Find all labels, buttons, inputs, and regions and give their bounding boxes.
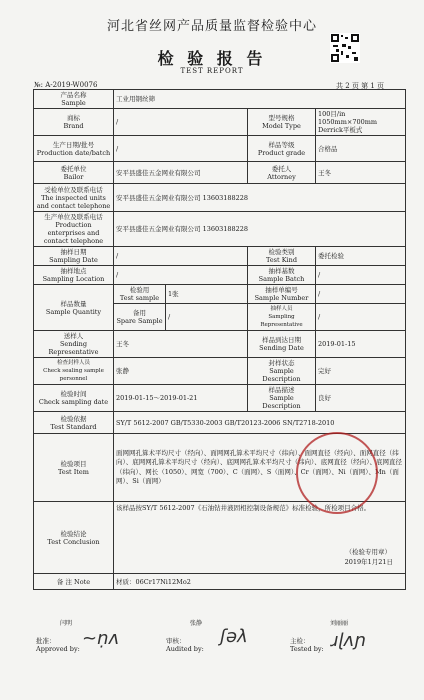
producer-label: 生产单位及联系电话 Production enterprises and contact telephone bbox=[34, 212, 114, 247]
row-check-date bbox=[34, 385, 406, 412]
test-sample-value: 1张 bbox=[166, 285, 248, 304]
inspected-units-value: 安平县盛佳五金网业有限公司 13603188228 bbox=[114, 184, 406, 212]
sending-rep-value: 王冬 bbox=[114, 331, 248, 358]
row-inspected-units bbox=[34, 184, 406, 212]
sending-date-value: 2019-01-15 bbox=[316, 331, 406, 358]
row-producer bbox=[34, 212, 406, 247]
row-bailor bbox=[34, 162, 406, 184]
check-personnel-value: 张静 bbox=[114, 358, 248, 385]
tested-label: 主检： Tested by: bbox=[290, 637, 324, 653]
test-standard-label: 检验依据 Test Standard bbox=[34, 412, 114, 434]
row-conclusion bbox=[34, 502, 406, 574]
test-standard-value: SY/T 5612-2007 GB/T5330-2003 GB/T20123-2006 SN/T2718-2010 bbox=[114, 412, 406, 434]
sample-batch-value: / bbox=[316, 266, 406, 285]
sample-desc2-value: 良好 bbox=[316, 385, 406, 412]
sending-date-label: 样品到达日期 Sending Date bbox=[248, 331, 316, 358]
spare-sample-label: 备用 Spare Sample bbox=[114, 304, 166, 331]
sample-desc2-label: 样品描述 Sample Description bbox=[248, 385, 316, 412]
test-kind-value: 委托检验 bbox=[316, 247, 406, 266]
prod-date-value: / bbox=[114, 136, 248, 162]
test-item-value: 面网网孔算术平均尺寸（经向）、面网网孔算术平均尺寸（纬向）、面网直径（经向）、面网直径（纬向）、底网网孔算术平均尺寸（经向）、底网网孔算术平均尺寸（纬向）、底网直径（经向）、底网直径（纬向）、网长（1050）、网宽（700）、C（面网）、S（面网）、Cr（面网）、Ni（面网）、Mn（面网）、Si（面网） bbox=[114, 434, 406, 502]
producer-value: 安平县盛佳五金网业有限公司 13603188228 bbox=[114, 212, 406, 247]
inspection-seal bbox=[296, 432, 378, 514]
sample-batch-label: 抽样基数 Sample Batch bbox=[248, 266, 316, 285]
check-date-label: 检验时间 Check sampling date bbox=[34, 385, 114, 412]
sampling-location-value: / bbox=[114, 266, 248, 285]
row-note bbox=[34, 574, 406, 590]
report-subtitle: TEST REPORT bbox=[180, 67, 244, 75]
prod-date-label: 生产日期/批号 Production date/batch bbox=[34, 136, 114, 162]
report-number: №: A-2019-W0076 bbox=[34, 81, 98, 89]
approved-name: 闫明 bbox=[60, 620, 73, 627]
sample-number-value: / bbox=[316, 285, 406, 304]
test-item-label: 检验项目 Test Item bbox=[34, 434, 114, 502]
sampling-date-value: / bbox=[114, 247, 248, 266]
stamp-caption: （检验专用章） bbox=[345, 548, 392, 556]
spare-sample-value: / bbox=[166, 304, 248, 331]
sample-number-label: 抽样单编号 Sample Number bbox=[248, 285, 316, 304]
model-value: 100目/in 1050mm×700mm Derrick平板式 bbox=[316, 109, 406, 136]
sampling-location-label: 抽样地点 Sampling Location bbox=[34, 266, 114, 285]
attorney-value: 王冬 bbox=[316, 162, 406, 184]
row-sampling-date bbox=[34, 247, 406, 266]
note-value: 材质：06Cr17Ni12Mo2 bbox=[114, 574, 406, 590]
tested-signature: ɹɭʌɲ bbox=[330, 630, 366, 651]
row-sampling-location bbox=[34, 266, 406, 285]
test-kind-label: 检验类别 Test Kind bbox=[248, 247, 316, 266]
attorney-label: 委托人 Attorney bbox=[248, 162, 316, 184]
conclusion-cell bbox=[114, 502, 406, 574]
sampling-rep-value: / bbox=[316, 304, 406, 331]
test-sample-label: 检验用 Test sample bbox=[114, 285, 166, 304]
approved-signature: ~ṇᴧ bbox=[82, 628, 120, 649]
page-info: 共 2 页 第 1 页 bbox=[336, 82, 385, 90]
audited-signature: ʃǝλ bbox=[220, 626, 248, 647]
sampling-rep-label: 抽样人员 Sampling Representative bbox=[248, 304, 316, 331]
tested-name: 刘丽丽 bbox=[330, 620, 349, 627]
audited-name: 张静 bbox=[190, 620, 203, 627]
conclusion-label: 检验结论 Test Conclusion bbox=[34, 502, 114, 574]
model-label: 型号规格 Model Type bbox=[248, 109, 316, 136]
row-check-personnel bbox=[34, 358, 406, 385]
sending-rep-label: 送样人 Sending Representative bbox=[34, 331, 114, 358]
sample-label: 产品名称 Sample bbox=[34, 90, 114, 109]
row-sending-rep bbox=[34, 331, 406, 358]
sample-desc-value: 完好 bbox=[316, 358, 406, 385]
bailor-label: 委托单位 Bailor bbox=[34, 162, 114, 184]
check-date-value: 2019-01-15～2019-01-21 bbox=[114, 385, 248, 412]
brand-value: / bbox=[114, 109, 248, 136]
conclusion-value: 该样品按SY/T 5612-2007《石油钻井液固相控制设备规范》标准检验，所检项目合格。 bbox=[116, 504, 371, 512]
sample-quantity-label: 样品数量 Sample Quantity bbox=[34, 285, 114, 331]
note-label: 备 注 Note bbox=[34, 574, 114, 590]
issue-date: 2019年1月21日 bbox=[344, 558, 394, 566]
row-brand bbox=[34, 109, 406, 136]
sampling-date-label: 抽样日期 Sampling Date bbox=[34, 247, 114, 266]
bailor-value: 安平县盛佳五金网业有限公司 bbox=[114, 162, 248, 184]
sample-desc-label: 封样状态 Sample Description bbox=[248, 358, 316, 385]
report-table bbox=[33, 89, 406, 590]
inspected-units-label: 受检单位及联系电话 The inspected units and contact telephone bbox=[34, 184, 114, 212]
audited-label: 审核： Audited by: bbox=[166, 637, 204, 653]
sample-value: 工业用钢丝筛 bbox=[114, 90, 406, 109]
org-name: 河北省丝网产品质量监督检验中心 bbox=[106, 19, 317, 34]
row-production-date bbox=[34, 136, 406, 162]
row-sample bbox=[34, 90, 406, 109]
brand-label: 商标 Brand bbox=[34, 109, 114, 136]
grade-label: 样品等级 Product grade bbox=[248, 136, 316, 162]
report-title: 检 验 报 告 bbox=[157, 49, 267, 68]
row-sample-quantity-1 bbox=[34, 285, 406, 304]
row-test-standard bbox=[34, 412, 406, 434]
check-personnel-label: 检查封样人员 Check sealing sample personnel bbox=[34, 358, 114, 385]
approved-label: 批准： Approved by: bbox=[36, 637, 80, 653]
grade-value: 合格品 bbox=[316, 136, 406, 162]
